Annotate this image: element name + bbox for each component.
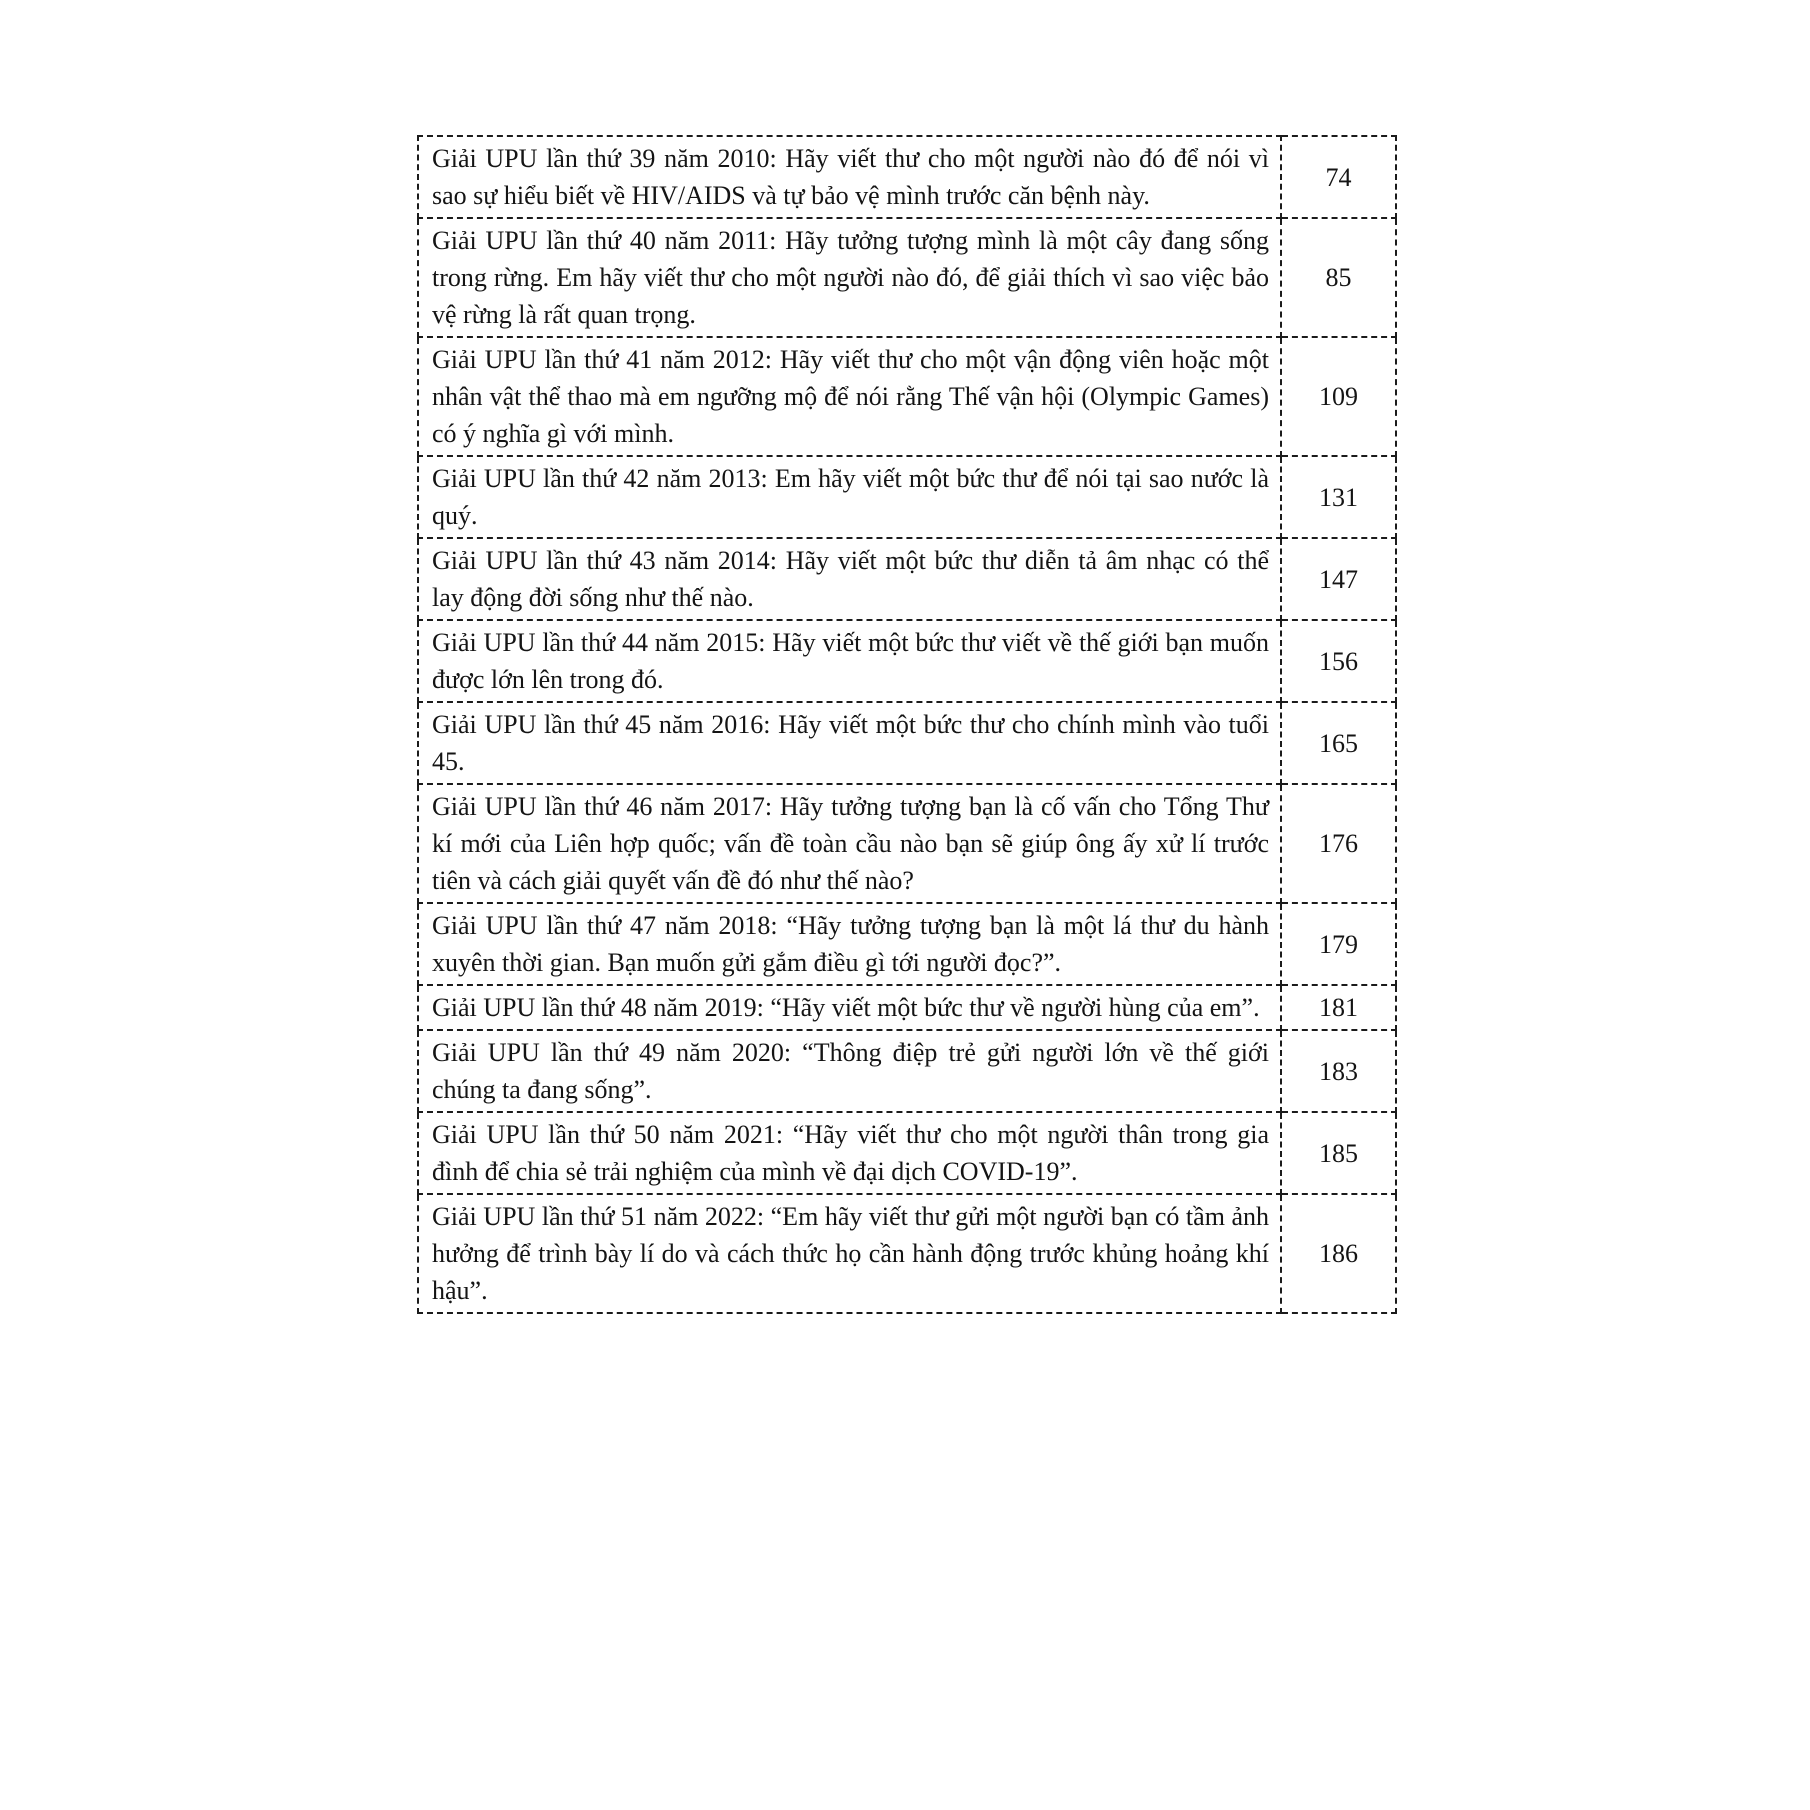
toc-entry-page: 181 bbox=[1281, 985, 1396, 1030]
toc-entry-page: 131 bbox=[1281, 456, 1396, 538]
toc-row bbox=[418, 784, 1396, 903]
toc-entry-text: Giải UPU lần thứ 39 năm 2010: Hãy viết thư cho một người nào đó để nói vì sao sự hiểu biết về HIV/AIDS và tự bảo vệ mình trước căn bệnh này. bbox=[418, 136, 1281, 218]
toc-entry-text: Giải UPU lần thứ 43 năm 2014: Hãy viết một bức thư diễn tả âm nhạc có thể lay động đời sống như thế nào. bbox=[418, 538, 1281, 620]
toc-row bbox=[418, 985, 1396, 1030]
toc-row bbox=[418, 337, 1396, 456]
toc-row bbox=[418, 620, 1396, 702]
toc-entry-text: Giải UPU lần thứ 46 năm 2017: Hãy tưởng tượng bạn là cố vấn cho Tổng Thư kí mới của Liên hợp quốc; vấn đề toàn cầu nào bạn sẽ giúp ông ấy xử lí trước tiên và cách giải quyết vấn đề đó như thế nào? bbox=[418, 784, 1281, 903]
toc-row bbox=[418, 702, 1396, 784]
toc-entry-text: Giải UPU lần thứ 41 năm 2012: Hãy viết thư cho một vận động viên hoặc một nhân vật thể thao mà em ngưỡng mộ để nói rằng Thế vận hội (Olympic Games) có ý nghĩa gì với mình. bbox=[418, 337, 1281, 456]
toc-entry-page: 176 bbox=[1281, 784, 1396, 903]
toc-row bbox=[418, 1194, 1396, 1313]
toc-row bbox=[418, 903, 1396, 985]
toc-entry-page: 74 bbox=[1281, 136, 1396, 218]
toc-entry-page: 156 bbox=[1281, 620, 1396, 702]
toc-entry-page: 147 bbox=[1281, 538, 1396, 620]
toc-entry-text: Giải UPU lần thứ 51 năm 2022: “Em hãy viết thư gửi một người bạn có tầm ảnh hưởng để trình bày lí do và cách thức họ cần hành động trước khủng hoảng khí hậu”. bbox=[418, 1194, 1281, 1313]
toc-entry-page: 185 bbox=[1281, 1112, 1396, 1194]
toc-entry-page: 85 bbox=[1281, 218, 1396, 337]
toc-entry-page: 179 bbox=[1281, 903, 1396, 985]
toc-row bbox=[418, 1112, 1396, 1194]
toc-entry-page: 186 bbox=[1281, 1194, 1396, 1313]
toc-entry-text: Giải UPU lần thứ 47 năm 2018: “Hãy tưởng tượng bạn là một lá thư du hành xuyên thời gian. Bạn muốn gửi gắm điều gì tới người đọc?”. bbox=[418, 903, 1281, 985]
toc-entry-text: Giải UPU lần thứ 45 năm 2016: Hãy viết một bức thư cho chính mình vào tuổi 45. bbox=[418, 702, 1281, 784]
toc-entry-text: Giải UPU lần thứ 44 năm 2015: Hãy viết một bức thư viết về thế giới bạn muốn được lớn lên trong đó. bbox=[418, 620, 1281, 702]
toc-table bbox=[417, 135, 1397, 1314]
toc-entry-text: Giải UPU lần thứ 42 năm 2013: Em hãy viết một bức thư để nói tại sao nước là quý. bbox=[418, 456, 1281, 538]
toc-entry-text: Giải UPU lần thứ 40 năm 2011: Hãy tưởng tượng mình là một cây đang sống trong rừng. Em hãy viết thư cho một người nào đó, để giải thích vì sao việc bảo vệ rừng là rất quan trọng. bbox=[418, 218, 1281, 337]
toc-row bbox=[418, 538, 1396, 620]
toc-row bbox=[418, 1030, 1396, 1112]
toc-row bbox=[418, 456, 1396, 538]
toc-entry-page: 165 bbox=[1281, 702, 1396, 784]
toc-entry-text: Giải UPU lần thứ 50 năm 2021: “Hãy viết thư cho một người thân trong gia đình để chia sẻ trải nghiệm của mình về đại dịch COVID-19”. bbox=[418, 1112, 1281, 1194]
toc-entry-text: Giải UPU lần thứ 48 năm 2019: “Hãy viết một bức thư về người hùng của em”. bbox=[418, 985, 1281, 1030]
toc-entry-page: 109 bbox=[1281, 337, 1396, 456]
toc-entry-page: 183 bbox=[1281, 1030, 1396, 1112]
toc-row bbox=[418, 218, 1396, 337]
toc-row bbox=[418, 136, 1396, 218]
toc-entry-text: Giải UPU lần thứ 49 năm 2020: “Thông điệp trẻ gửi người lớn về thế giới chúng ta đang sống”. bbox=[418, 1030, 1281, 1112]
